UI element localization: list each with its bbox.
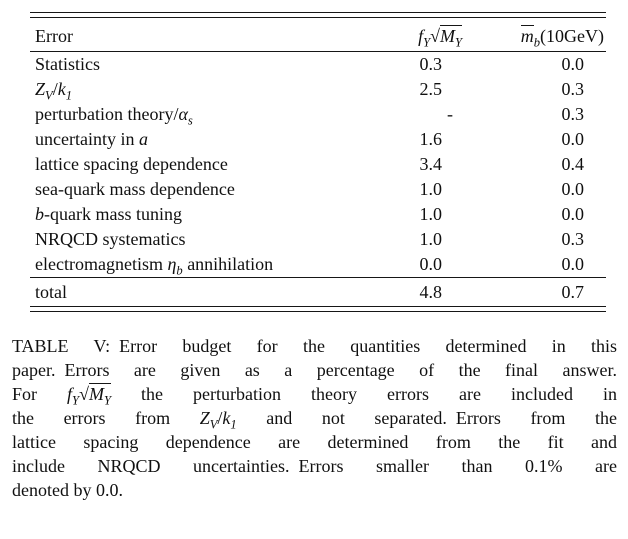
- table-row-zv-k1: [30, 77, 606, 102]
- row-value-mb: 0.7: [464, 278, 606, 307]
- text-segment: denoted by 0.0.: [12, 480, 123, 500]
- row-label: [30, 202, 344, 227]
- row-label: [30, 177, 344, 202]
- subscript: V: [45, 88, 53, 103]
- row-label: [30, 77, 344, 102]
- subscript: b: [533, 35, 541, 50]
- row-label: [30, 152, 344, 177]
- table-bottom-rule-outer: [30, 311, 606, 312]
- column-header-error: Error: [30, 18, 344, 52]
- text-segment: $Z_V$: [35, 79, 53, 103]
- row-value-mb: 0.3: [561, 79, 584, 99]
- table-row-uncertainty-in-a: [30, 127, 606, 152]
- row-label: [30, 278, 344, 307]
- table-bottom-rule-inner: [30, 306, 606, 307]
- table-caption: [12, 334, 617, 502]
- row-value-mb: 0.0: [561, 54, 584, 74]
- text-segment: $M_\Upsilon$: [88, 384, 111, 408]
- text-segment: perturbation theory/: [35, 104, 179, 124]
- subscript: Υ: [423, 35, 431, 50]
- text-segment: $\eta_b$: [167, 254, 183, 278]
- subscript: V: [209, 417, 218, 432]
- table-row-electromagnetism: [30, 252, 606, 278]
- caption-line: [12, 454, 617, 478]
- row-label: [30, 102, 344, 127]
- caption-line: [12, 382, 617, 406]
- text-segment: the errors from: [12, 408, 200, 428]
- text-segment: √: [430, 26, 440, 46]
- table-row-perturbation-theory: [30, 102, 606, 127]
- row-value-mb: 0.3: [561, 104, 584, 124]
- row-label: [30, 227, 344, 252]
- text-segment: and not separated. Errors from the: [236, 408, 617, 428]
- caption-line: [12, 406, 617, 430]
- text-segment: paper. Errors are given as a percentage of the final answer.: [12, 360, 617, 380]
- table-top-rule-outer: [30, 12, 606, 13]
- text-segment: $Z_V$: [199, 408, 218, 432]
- header-row: [30, 18, 606, 52]
- subscript: Υ: [454, 35, 462, 50]
- row-value-f: 1.0: [419, 204, 442, 224]
- row-value-mb: 0.3: [561, 229, 584, 249]
- caption-line: [12, 334, 617, 358]
- row-value-f: 0.3: [419, 54, 442, 74]
- row-label: [30, 252, 344, 278]
- text-segment: uncertainty in: [35, 129, 139, 149]
- table-row-statistics: [30, 52, 606, 78]
- text-segment: $k_1$: [57, 79, 73, 103]
- text-segment: b: [35, 204, 44, 224]
- caption-line: [12, 478, 617, 502]
- row-value-mb: 0.0: [561, 204, 584, 224]
- column-header-mbar-b: [464, 18, 606, 52]
- row-value-f: -: [447, 104, 453, 124]
- text-segment: lattice spacing dependence: [35, 154, 228, 174]
- text-segment: total: [35, 281, 67, 302]
- text-segment: (10GeV): [540, 26, 604, 46]
- error-budget-table: [30, 12, 606, 312]
- row-value-mb: 0.0: [561, 254, 584, 274]
- row-value-f: 1.6: [419, 129, 442, 149]
- row-value-mb: 0.0: [561, 129, 584, 149]
- subscript: b: [176, 263, 183, 278]
- text-segment: a: [138, 129, 148, 149]
- row-label: [30, 127, 344, 152]
- subscript: 1: [230, 417, 237, 432]
- text-segment: $f_\Upsilon$: [67, 384, 80, 408]
- row-value-mb: 0.4: [561, 154, 584, 174]
- text-segment: √: [79, 384, 89, 404]
- text-segment: electromagnetism: [35, 254, 168, 274]
- text-segment: TABLE V: Error budget for the quantities determined in this: [12, 336, 617, 356]
- row-value-f: 0.0: [419, 254, 442, 274]
- text-segment: lattice spacing dependence are determined from the fit and: [12, 432, 617, 452]
- text-segment: Statistics: [35, 54, 101, 74]
- row-value-f: 2.5: [419, 79, 442, 99]
- caption-line: [12, 430, 617, 454]
- text-segment: -quark mass tuning: [44, 204, 182, 224]
- row-label: [30, 52, 344, 78]
- text-segment: include NRQCD uncertainties. Errors smaller than 0.1% are: [12, 456, 617, 476]
- row-value-mb: 0.0: [561, 179, 584, 199]
- text-segment: $f_\Upsilon$: [418, 26, 431, 50]
- caption-line: [12, 358, 617, 382]
- subscript: 1: [65, 88, 73, 103]
- table-row-nrqcd-systematics: [30, 227, 606, 252]
- text-segment: annihilation: [182, 254, 274, 274]
- table-row-b-quark-mass-tuning: [30, 202, 606, 227]
- table-row-lattice-spacing: [30, 152, 606, 177]
- row-value-f: 1.0: [419, 229, 442, 249]
- text-segment: the perturbation theory errors are included in: [110, 384, 617, 404]
- text-segment: sea-quark mass dependence: [35, 179, 235, 199]
- subscript: Υ: [72, 393, 80, 408]
- column-header-f-sqrt-m: [344, 18, 464, 52]
- text-segment: NRQCD systematics: [35, 229, 186, 249]
- text-segment: $k_1$: [222, 408, 237, 432]
- row-value-f: 3.4: [419, 154, 442, 174]
- text-segment: $\alpha_s$: [178, 104, 193, 128]
- row-value-f: 4.8: [344, 278, 464, 307]
- text-segment: /: [52, 79, 58, 99]
- text-segment: For: [12, 384, 68, 404]
- subscript: Υ: [103, 393, 111, 408]
- error-table: [30, 18, 606, 306]
- subscript: s: [187, 113, 193, 128]
- table-row-total: [30, 278, 606, 307]
- row-value-f: 1.0: [419, 179, 442, 199]
- text-segment: $M_\Upsilon$: [439, 26, 462, 50]
- text-segment: /: [217, 408, 223, 428]
- table-row-sea-quark-mass: [30, 177, 606, 202]
- text-segment: m: [520, 26, 534, 46]
